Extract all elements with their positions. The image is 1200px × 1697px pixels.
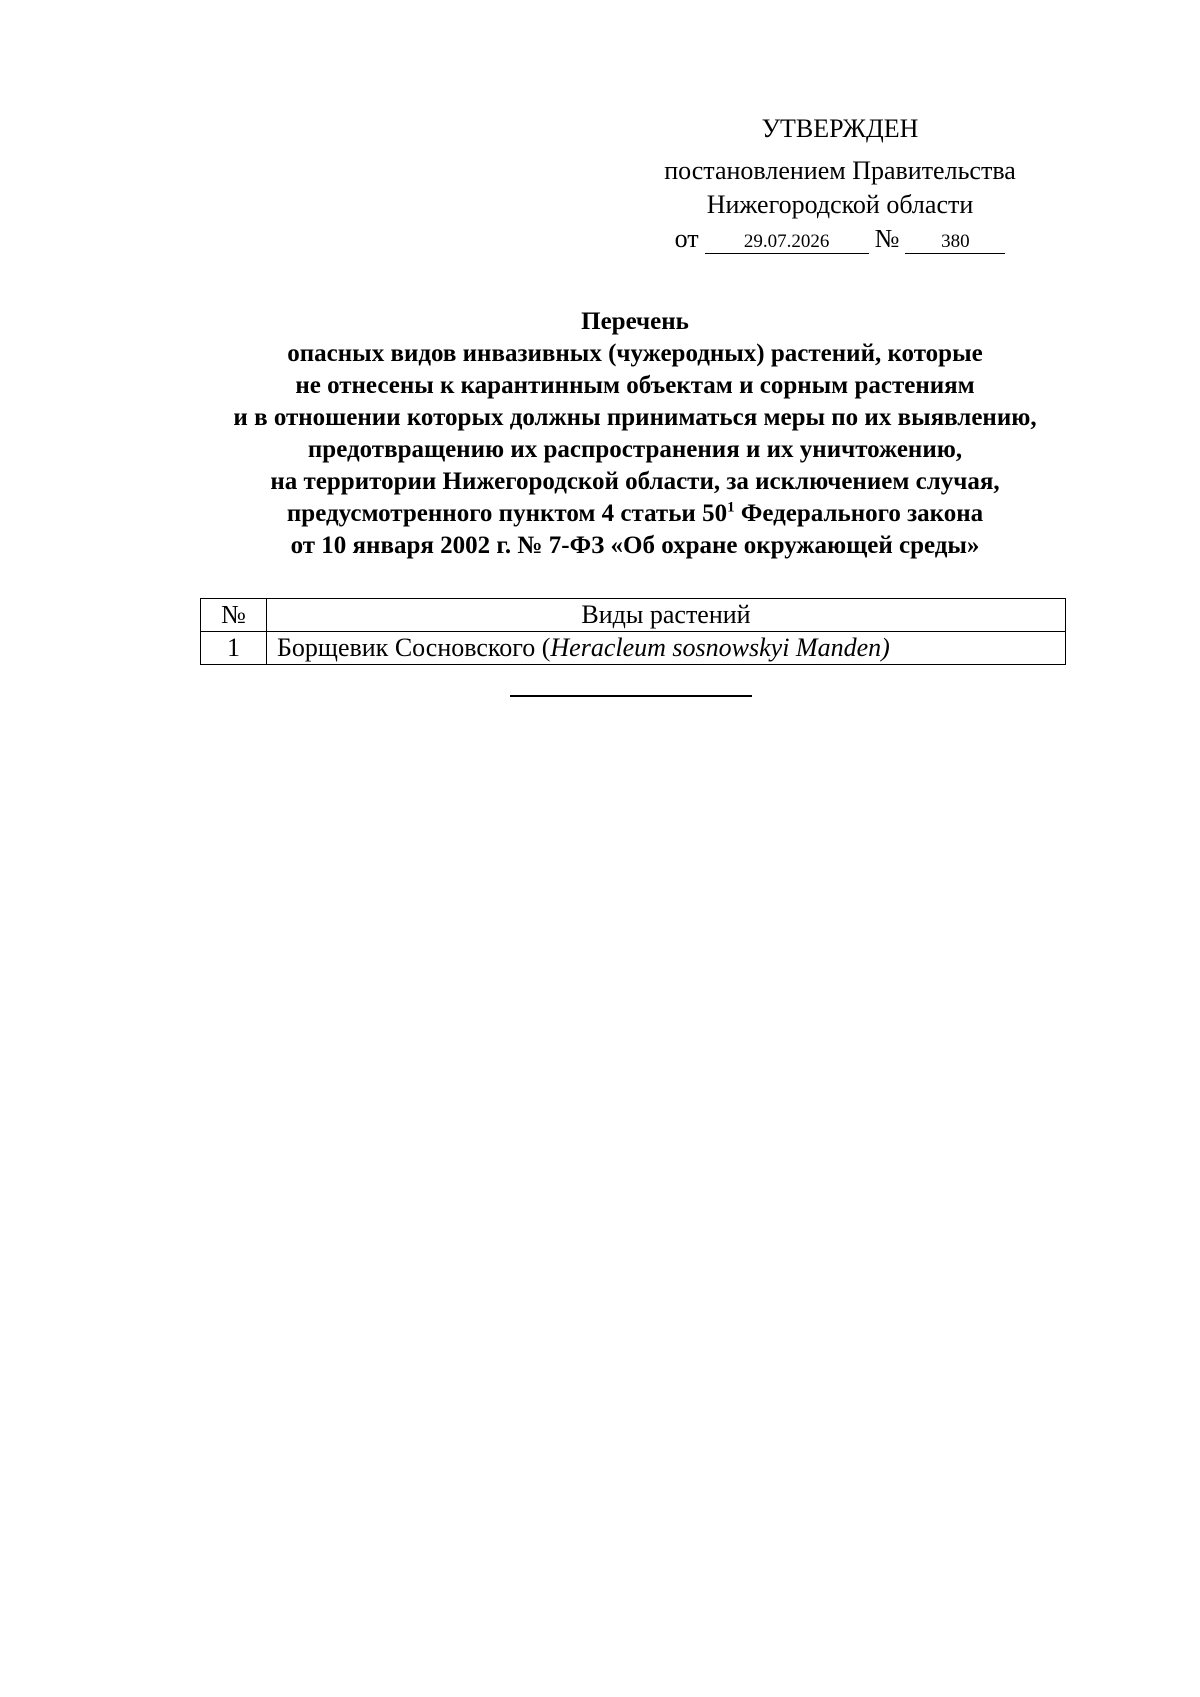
title-line-6-rest: Федерального закона bbox=[734, 500, 984, 527]
header-species: Виды растений bbox=[267, 599, 1066, 632]
end-divider bbox=[510, 695, 752, 697]
approval-authority-line1: постановлением Правительства bbox=[664, 156, 1016, 185]
approval-date-line bbox=[620, 222, 1060, 256]
table-header-row bbox=[201, 599, 1066, 632]
date-prefix: от bbox=[674, 224, 699, 253]
title-line-1: опасных видов инвазивных (чужеродных) растений, которые bbox=[287, 340, 983, 367]
approval-stamp bbox=[620, 112, 1060, 256]
approval-authority-line2: Нижегородской области bbox=[706, 190, 974, 219]
header-number: № bbox=[201, 599, 267, 632]
title-line-2: не отнесены к карантинным объектам и сорным растениям bbox=[295, 372, 975, 399]
species-latin-name: Heracleum sosnowskyi Manden) bbox=[550, 633, 890, 662]
title-line-3: и в отношении которых должны приниматься меры по их выявлению, bbox=[233, 404, 1037, 431]
article-superscript: 1 bbox=[727, 499, 735, 516]
row-species bbox=[267, 632, 1066, 665]
plant-species-table bbox=[200, 598, 1066, 665]
title-line-5: на территории Нижегородской области, за исключением случая, bbox=[270, 468, 1000, 495]
document-title bbox=[100, 306, 1170, 562]
species-russian-name: Борщевик Сосновского ( bbox=[277, 633, 551, 662]
title-line-6-text: предусмотренного пунктом 4 статьи 50 bbox=[286, 500, 728, 527]
table-row bbox=[201, 632, 1066, 665]
title-line-4: предотвращению их распространения и их уничтожению, bbox=[307, 436, 963, 463]
title-line-6 bbox=[100, 498, 1170, 530]
row-number: 1 bbox=[201, 632, 267, 665]
approval-number: 380 bbox=[905, 231, 1005, 254]
title-heading: Перечень bbox=[581, 308, 689, 335]
approval-date: 29.07.2026 bbox=[705, 231, 869, 254]
number-sign: № bbox=[874, 224, 900, 253]
approved-label: УТВЕРЖДЕН bbox=[761, 114, 919, 143]
title-line-7: от 10 января 2002 г. № 7-ФЗ «Об охране окружающей среды» bbox=[290, 532, 980, 559]
